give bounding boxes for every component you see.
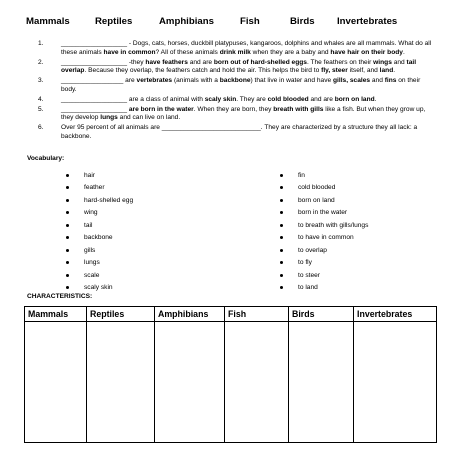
vocabulary-word: lungs	[84, 259, 100, 267]
question-text-segment: .	[374, 95, 377, 103]
bullet-icon	[66, 224, 69, 227]
question-keyword: vertebrates	[136, 77, 173, 85]
bullet-icon	[66, 199, 69, 202]
question-keyword: breath with gills	[273, 105, 324, 113]
vocabulary-title: Vocabulary:	[27, 155, 65, 162]
question-text	[61, 106, 435, 124]
bullet-icon	[280, 286, 283, 289]
question-text-segment: (animals with a	[172, 77, 220, 85]
vocabulary-word: feather	[84, 184, 105, 192]
vocabulary-item	[66, 207, 133, 220]
bullet-icon	[66, 274, 69, 277]
question-item	[30, 106, 435, 124]
vocabulary-item	[66, 257, 133, 270]
header-birds: Birds	[290, 16, 315, 27]
vocabulary-word: to overlap	[298, 246, 327, 254]
question-keyword: have in common	[103, 48, 156, 56]
question-text-segment: . The feathers on their	[306, 58, 374, 66]
table-header-invertebrates: Invertebrates	[357, 309, 413, 319]
table-header-mammals: Mammals	[28, 309, 69, 319]
bullet-icon	[280, 274, 283, 277]
vocabulary-word: to breath with gills/lungs	[298, 221, 369, 229]
bullet-icon	[66, 211, 69, 214]
vocabulary-item	[280, 169, 368, 182]
vocabulary-word: cold blooded	[298, 184, 336, 192]
vocabulary-word: scale	[84, 271, 100, 279]
bullet-icon	[280, 211, 283, 214]
header-mammals: Mammals	[26, 16, 70, 27]
header-invertebrates: Invertebrates	[337, 16, 398, 27]
question-number: 1.	[38, 40, 44, 47]
question-text-segment: ) that live in water and have	[250, 77, 333, 85]
bullet-icon	[66, 249, 69, 252]
bullet-icon	[66, 261, 69, 264]
question-item	[30, 96, 435, 105]
question-text-segment: . When they are born, they	[193, 105, 274, 113]
vocabulary-item	[280, 207, 368, 220]
vocabulary-item	[280, 257, 368, 270]
question-keyword: backbone	[219, 77, 251, 85]
question-text-segment: itself, and	[347, 67, 380, 75]
vocabulary-item	[66, 194, 133, 207]
question-keyword: scaly skin	[204, 95, 237, 103]
question-number: 5.	[38, 105, 44, 113]
vocabulary-item	[66, 182, 133, 195]
vocabulary-word: gills	[84, 246, 96, 254]
question-text-segment: __________________ - Dogs, cats, horses, duckbill platypuses, kangaroos, dolphins and whales are all mammals. What do all these animals	[61, 40, 432, 56]
header-reptiles: Reptiles	[95, 16, 133, 27]
question-keyword: fly, steer	[321, 67, 348, 75]
question-text-segment: and are	[187, 58, 214, 66]
vocabulary-word: hard-shelled egg	[84, 196, 134, 204]
animal-class-header	[26, 16, 439, 30]
question-text-segment: and can live on land.	[117, 114, 181, 122]
question-keyword: lungs	[100, 114, 118, 122]
question-text-segment: . They are	[236, 95, 268, 103]
table-column	[86, 307, 125, 442]
vocabulary-word: scaly skin	[84, 284, 113, 292]
question-keyword: have feathers	[145, 58, 188, 66]
bullet-icon	[280, 224, 283, 227]
vocabulary-item	[66, 244, 133, 257]
question-text-segment: ? All of these animals	[155, 48, 220, 56]
vocabulary-item	[66, 232, 133, 245]
bullet-icon	[66, 186, 69, 189]
characteristics-title: CHARACTERISTICS:	[27, 293, 93, 300]
vocabulary-word: to steer	[298, 271, 320, 279]
question-number: 3.	[38, 77, 44, 85]
question-text-segment: on their body.	[61, 77, 421, 93]
vocabulary-word: hair	[84, 171, 95, 179]
question-text	[61, 96, 435, 105]
vocabulary-list-right	[280, 169, 368, 294]
question-keyword: wings	[373, 58, 392, 66]
vocabulary-item	[280, 194, 368, 207]
table-header-reptiles: Reptiles	[90, 309, 125, 319]
vocabulary-word: born on land	[298, 196, 335, 204]
question-keyword: born on land	[334, 95, 375, 103]
vocabulary-word: backbone	[84, 234, 113, 242]
vocabulary-word: fin	[298, 171, 305, 179]
question-text-segment: __________________ are a class of animal with	[61, 95, 205, 103]
question-text-segment: . Because they overlap, the feathers catch and hold the air. This helps the bird to	[84, 67, 322, 75]
bullet-icon	[280, 236, 283, 239]
question-list	[30, 40, 435, 143]
bullet-icon	[280, 261, 283, 264]
vocabulary-item	[280, 282, 368, 295]
question-text	[61, 40, 435, 58]
question-text	[61, 59, 435, 77]
question-item	[30, 59, 435, 77]
question-text-segment: like a fish. But when they grow up, they develop	[61, 105, 426, 122]
vocabulary-word: to fly	[298, 259, 312, 267]
vocabulary-word: tail	[84, 221, 93, 229]
bullet-icon	[66, 236, 69, 239]
table-header-birds: Birds	[292, 309, 315, 319]
table-column	[353, 307, 413, 442]
question-keyword: gills, scales	[333, 77, 371, 85]
bullet-icon	[66, 286, 69, 289]
question-item	[30, 124, 435, 142]
question-text-segment: when they are a baby and	[250, 48, 331, 56]
bullet-icon	[280, 174, 283, 177]
question-keyword: are born in the water	[128, 105, 194, 113]
question-number: 6.	[38, 124, 44, 132]
question-text-segment: __________________	[61, 105, 129, 113]
table-column	[288, 307, 315, 442]
question-text-segment: and	[370, 77, 385, 85]
bullet-icon	[280, 249, 283, 252]
question-item	[30, 77, 435, 95]
vocabulary-item	[66, 269, 133, 282]
question-keyword: have hair on their body	[330, 48, 403, 56]
bullet-icon	[280, 186, 283, 189]
question-item	[30, 40, 435, 58]
question-text-segment: _________________ are	[61, 77, 137, 85]
question-text-segment: Over 95 percent of all animals are ___________________________. They are characterized by a structure they all lack: a backbone.	[61, 124, 418, 140]
vocabulary-item	[280, 219, 368, 232]
vocabulary-item	[280, 269, 368, 282]
question-keyword: tail overlap	[61, 58, 417, 75]
vocabulary-list-left	[66, 169, 133, 294]
question-text-segment: and	[391, 58, 407, 66]
vocabulary-word: born in the water	[298, 209, 348, 217]
table-header-amphibians: Amphibians	[158, 309, 209, 319]
vocabulary-word: to land	[298, 284, 318, 292]
vocabulary-item	[280, 232, 368, 245]
question-keyword: drink milk	[219, 48, 251, 56]
table-header-fish: Fish	[228, 309, 247, 319]
question-text-segment: __________________ -they	[61, 58, 146, 66]
bullet-icon	[280, 199, 283, 202]
header-amphibians: Amphibians	[159, 16, 214, 27]
vocabulary-item	[280, 182, 368, 195]
question-text-segment: .	[402, 48, 405, 56]
question-text	[61, 77, 435, 95]
question-number: 4.	[38, 95, 44, 103]
question-number: 2.	[38, 58, 44, 66]
header-fish: Fish	[240, 16, 260, 27]
vocabulary-word: to have in common	[298, 234, 354, 242]
table-column	[154, 307, 209, 442]
question-keyword: born out of hard-shelled eggs	[213, 58, 307, 66]
question-text-segment: and are	[308, 95, 335, 103]
question-keyword: fins	[384, 77, 397, 85]
question-keyword: land	[379, 67, 394, 75]
bullet-icon	[66, 174, 69, 177]
question-keyword: cold blooded	[267, 95, 309, 103]
question-text-segment: .	[393, 67, 396, 75]
vocabulary-item	[66, 169, 133, 182]
vocabulary-word: wing	[84, 209, 98, 217]
vocabulary-item	[66, 219, 133, 232]
table-column	[224, 307, 247, 442]
question-text	[61, 124, 435, 142]
vocabulary-item	[280, 244, 368, 257]
characteristics-table	[24, 306, 437, 443]
